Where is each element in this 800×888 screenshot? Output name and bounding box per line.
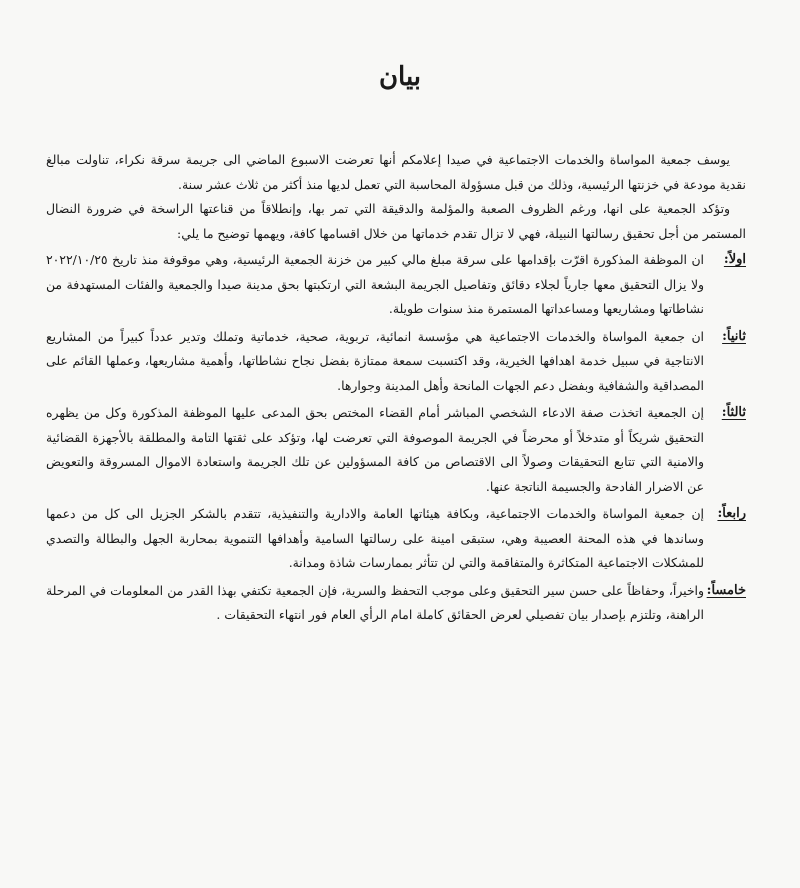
section-5-label: خامساً: bbox=[706, 582, 746, 598]
section-5 bbox=[46, 579, 746, 628]
section-1-text: ان الموظفة المذكورة اقرّت بإقدامها على سرقة مبلغ مالي كبير من خزنة الجمعية الرئيسية، وهي موقوفة منذ تاريخ ٢٠٢٢/١٠/٢٥ ولا يزال التحقيق معها جارياً لجلاء دقائق وتفاصيل الجريمة البشعة التي ارتكبتها بحق مدينة صيدا والجمعية والفئات المستهدفة من نشاطاتها ومشاريعها ومساعداتها المستمرة منذ سنوات طويلة. bbox=[46, 252, 704, 316]
section-5-text: واخيراً، وحفاظاً على حسن سير التحقيق وعلى موجب التحفظ والسرية، فإن الجمعية تكتفي بهذا القدر من المعلومات في المرحلة الراهنة، وتلتزم بإصدار بيان تفصيلي لعرض الحقائق كاملة امام الرأي العام فور انتهاء التحقيقات . bbox=[46, 582, 704, 622]
section-1-label: اولاً: bbox=[723, 252, 746, 267]
section-3 bbox=[46, 401, 746, 499]
section-4-text: إن جمعية المواساة والخدمات الاجتماعية، وبكافة هيئاتها العامة والادارية والتنفيذية، تتقدم بالشكر الجزيل الى كل من دعمها وساندها في هذه المحنة العصيبة وهي، ستبقى امينة على رسالتها السامية وأهدافها التنموية بمحاربة الجهل والبطالة والتصدي للمشكلات الاجتماعية المتكاثرة والمتفاقمة والتي لن تتأثر بممارسات شاذة ومدانة. bbox=[46, 506, 704, 570]
document-title: بيان bbox=[378, 62, 422, 92]
section-4-label: رابعاً: bbox=[717, 506, 746, 521]
section-1 bbox=[46, 248, 746, 322]
intro-paragraph-1: يوسف جمعية المواساة والخدمات الاجتماعية في صيدا إعلامكم أنها تعرضت الاسبوع الماضي الى جريمة سرقة نكراء، تناولت مبالغ نقدية مودعة في خزنتها الرئيسية، وذلك من قبل مسؤولة المحاسبة التي تعمل لديها منذ أكثر من ثلاث عشر سنة. bbox=[46, 152, 746, 192]
section-3-text: إن الجمعية اتخذت صفة الادعاء الشخصي المباشر أمام القضاء المختص بحق المدعى عليها الموظفة المذكورة وكل من يظهره التحقيق شريكاً أو متدخلاً أو محرضاً في الجريمة الموصوفة التي تعرضت لها، وتؤكد على ثقتها التامة والمطلقة بالأجهزة القضائية والامنية التي تتابع التحقيقات وصولاً الى الاقتصاص من كافة المسؤولين عن تلك الجريمة واستعادة الاموال المسروقة والتعويض عن الاضرار الفادحة والجسيمة الناتجة عنها. bbox=[46, 405, 704, 494]
section-3-label: ثالثاً: bbox=[721, 405, 746, 420]
intro-paragraph-2: وتؤكد الجمعية على انها، ورغم الظروف الصعبة والمؤلمة والدقيقة التي تمر بها، وإنطلاقاً من قناعتها الراسخة في ضرورة النضال المستمر من أجل تحقيق رسالتها النبيلة، فهي لا تزال تقدم خدماتها من خلال اقسامها كافة، ويهمها توضيح ما يلي: bbox=[46, 201, 746, 241]
document-body bbox=[46, 148, 746, 628]
section-2 bbox=[46, 325, 746, 399]
section-4 bbox=[46, 502, 746, 576]
section-2-label: ثانياً: bbox=[722, 328, 746, 344]
section-2-text: ان جمعية المواساة والخدمات الاجتماعية هي مؤسسة انمائية، تربوية، صحية، خدماتية وتملك وتدير عدداً كبيراً من المشاريع الانتاجية في سبيل خدمة اهدافها الخيرية، وقد اكتسبت سمعة ممتازة بفضل نجاح نشاطاتها، وأهمية مشاريعها، وعملها القائم على المصداقية والشفافية وبفضل دعم الجهات المانحة وأهل المدينة وجوارها. bbox=[46, 328, 704, 393]
